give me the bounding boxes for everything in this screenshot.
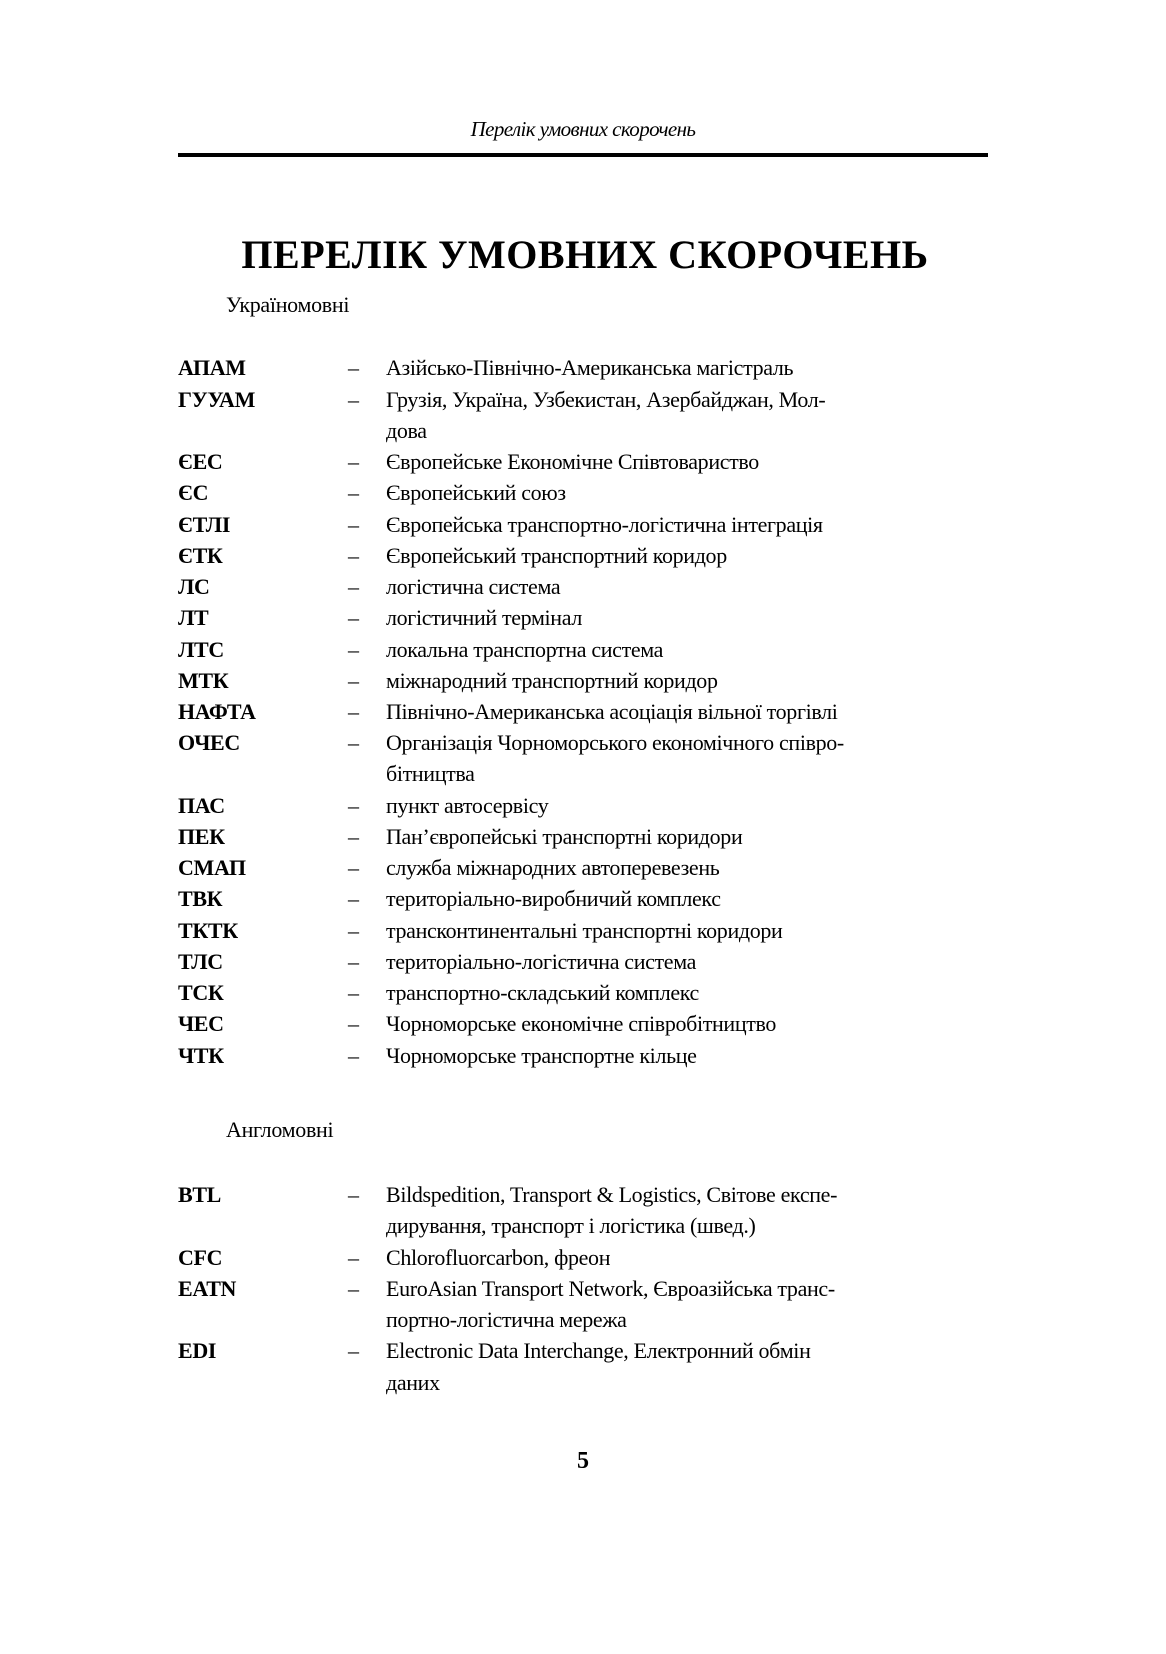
- abbreviation-definition: [386, 852, 998, 883]
- em-dash-separator: –: [348, 636, 359, 662]
- abbreviation-definition: [386, 977, 998, 1008]
- definition-line: територіально-виробничий комплекс: [386, 886, 721, 912]
- abbreviation-definition: [386, 1179, 998, 1241]
- abbreviation-definition: [386, 665, 998, 696]
- table-row: [178, 384, 998, 446]
- running-head: Перелік умовних скорочень: [470, 117, 696, 141]
- abbreviation-term: ЄС: [178, 480, 209, 506]
- abbreviation-definition: [386, 727, 998, 789]
- definition-line: Bildspedition, Transport & Logistics, Світове експе-: [386, 1182, 838, 1208]
- em-dash-separator: –: [348, 1244, 359, 1270]
- abbreviation-table-ukrainian: [178, 352, 998, 1070]
- em-dash-separator: –: [348, 1338, 359, 1364]
- abbreviation-definition: [386, 696, 998, 727]
- table-row: [178, 1273, 998, 1335]
- definition-line: Чорноморське економічне співробітництво: [386, 1011, 777, 1037]
- abbreviation-term: ПАС: [178, 792, 225, 818]
- definition-line: локальна транспортна система: [386, 636, 664, 662]
- table-row: [178, 477, 998, 508]
- table-row: [178, 446, 998, 477]
- abbreviation-definition: [386, 883, 998, 914]
- em-dash-separator: –: [348, 605, 359, 631]
- abbreviation-definition: [386, 1008, 998, 1039]
- abbreviation-definition: [386, 790, 998, 821]
- abbreviation-term: ГУУАМ: [178, 386, 255, 412]
- abbreviation-definition: [386, 384, 998, 446]
- section-label-english: Англомовні: [226, 1116, 334, 1142]
- abbreviation-term: EDI: [178, 1338, 217, 1364]
- definition-line: Грузія, Україна, Узбекистан, Азербайджан, Мол-: [386, 386, 826, 412]
- abbreviation-definition: [386, 571, 998, 602]
- abbreviation-term: ЧЕС: [178, 1011, 224, 1037]
- em-dash-separator: –: [348, 574, 359, 600]
- definition-line: територіально-логістична система: [386, 948, 697, 974]
- em-dash-separator: –: [348, 667, 359, 693]
- table-row: [178, 946, 998, 977]
- abbreviation-term: ЛТ: [178, 605, 209, 631]
- table-row: [178, 665, 998, 696]
- table-row: [178, 634, 998, 665]
- abbreviation-term: СМАП: [178, 855, 246, 881]
- definition-line: Чорноморське транспортне кільце: [386, 1042, 697, 1068]
- em-dash-separator: –: [348, 542, 359, 568]
- em-dash-separator: –: [348, 511, 359, 537]
- abbreviation-term: ЄТК: [178, 542, 223, 568]
- section-spacer: [178, 1071, 998, 1117]
- abbreviation-definition: [386, 1335, 998, 1397]
- abbreviation-definition: [386, 509, 998, 540]
- em-dash-separator: –: [348, 792, 359, 818]
- table-row: [178, 821, 998, 852]
- abbreviation-term: EATN: [178, 1275, 237, 1301]
- table-row: [178, 352, 998, 383]
- abbreviation-definition: [386, 1273, 998, 1335]
- abbreviation-term: НАФТА: [178, 698, 256, 724]
- em-dash-separator: –: [348, 355, 359, 381]
- abbreviation-term: ЧТК: [178, 1042, 224, 1068]
- abbreviation-term: ЛТС: [178, 636, 224, 662]
- abbreviation-term: ОЧЕС: [178, 730, 240, 756]
- abbreviation-definition: [386, 946, 998, 977]
- abbreviation-definition: [386, 634, 998, 665]
- abbreviation-term: BTL: [178, 1182, 221, 1208]
- definition-line: Electronic Data Interchange, Електронний обмін: [386, 1338, 811, 1364]
- header-rule: [178, 153, 988, 157]
- table-row: [178, 696, 998, 727]
- abbreviation-term: ЛС: [178, 574, 210, 600]
- table-body-english: [178, 1179, 998, 1398]
- abbreviations-content: [178, 292, 998, 1398]
- definition-line: Європейський транспортний коридор: [386, 542, 727, 568]
- table-row: [178, 1335, 998, 1397]
- abbreviation-term: ЄТЛІ: [178, 511, 231, 537]
- abbreviation-table-english: [178, 1179, 998, 1398]
- em-dash-separator: –: [348, 1182, 359, 1208]
- abbreviation-term: АПАМ: [178, 355, 246, 381]
- definition-line: EuroAsian Transport Network, Євроазійська транс-: [386, 1275, 835, 1301]
- definition-line: міжнародний транспортний коридор: [386, 667, 718, 693]
- table-row: [178, 883, 998, 914]
- table-row: [178, 1040, 998, 1071]
- abbreviation-term: ТВК: [178, 886, 223, 912]
- section-label-ukrainian: Україномовні: [226, 292, 350, 317]
- em-dash-separator: –: [348, 386, 359, 412]
- table-row: [178, 571, 998, 602]
- page-number: 5: [577, 1448, 589, 1474]
- definition-continuation-line: портно-логістична мережа: [386, 1307, 627, 1333]
- definition-line: пункт автосервісу: [386, 792, 549, 818]
- definition-line: Європейська транспортно-логістична інтеграція: [386, 511, 823, 537]
- em-dash-separator: –: [348, 730, 359, 756]
- em-dash-separator: –: [348, 917, 359, 943]
- abbreviation-definition: [386, 1040, 998, 1071]
- abbreviation-definition: [386, 352, 998, 383]
- em-dash-separator: –: [348, 886, 359, 912]
- definition-line: логістичний термінал: [386, 605, 582, 631]
- table-row: [178, 602, 998, 633]
- table-row: [178, 1179, 998, 1241]
- em-dash-separator: –: [348, 698, 359, 724]
- abbreviation-term: МТК: [178, 667, 229, 693]
- table-row: [178, 727, 998, 789]
- table-row: [178, 915, 998, 946]
- definition-line: Організація Чорноморського економічного співро-: [386, 730, 844, 756]
- definition-line: Європейський союз: [386, 480, 566, 506]
- abbreviation-term: ТКТК: [178, 917, 238, 943]
- abbreviation-definition: [386, 477, 998, 508]
- em-dash-separator: –: [348, 980, 359, 1006]
- abbreviation-definition: [386, 446, 998, 477]
- em-dash-separator: –: [348, 1011, 359, 1037]
- table-row: [178, 852, 998, 883]
- table-body-ukrainian: [178, 352, 998, 1070]
- definition-continuation-line: дирування, транспорт і логістика (швед.): [386, 1213, 756, 1239]
- definition-line: Пан’європейські транспортні коридори: [386, 823, 743, 849]
- page-title: ПЕРЕЛІК УМОВНИХ СКОРОЧЕНЬ: [241, 231, 929, 277]
- em-dash-separator: –: [348, 449, 359, 475]
- em-dash-separator: –: [348, 948, 359, 974]
- em-dash-separator: –: [348, 1275, 359, 1301]
- abbreviation-definition: [386, 1242, 998, 1273]
- em-dash-separator: –: [348, 1042, 359, 1068]
- definition-continuation-line: дова: [386, 417, 427, 443]
- abbreviation-term: ТСК: [178, 980, 224, 1006]
- definition-line: транспортно-складський комплекс: [386, 980, 699, 1006]
- definition-line: служба міжнародних автоперевезень: [386, 855, 720, 881]
- definition-line: Азійсько-Північно-Американська магістраль: [386, 355, 794, 381]
- abbreviation-term: ЄЕС: [178, 449, 223, 475]
- abbreviation-definition: [386, 540, 998, 571]
- em-dash-separator: –: [348, 855, 359, 881]
- abbreviation-definition: [386, 602, 998, 633]
- definition-line: трансконтинентальні транспортні коридори: [386, 917, 783, 943]
- table-row: [178, 540, 998, 571]
- table-row: [178, 1242, 998, 1273]
- table-row: [178, 509, 998, 540]
- table-row: [178, 1008, 998, 1039]
- table-row: [178, 790, 998, 821]
- definition-line: Європейське Економічне Співтовариство: [386, 449, 759, 475]
- definition-line: логістична система: [386, 574, 561, 600]
- table-row: [178, 977, 998, 1008]
- definition-continuation-line: бітництва: [386, 761, 475, 787]
- abbreviation-definition: [386, 915, 998, 946]
- abbreviation-term: CFC: [178, 1244, 223, 1270]
- definition-line: Chlorofluorcarbon, фреон: [386, 1244, 611, 1270]
- abbreviation-definition: [386, 821, 998, 852]
- em-dash-separator: –: [348, 823, 359, 849]
- abbreviation-term: ТЛС: [178, 948, 223, 974]
- em-dash-separator: –: [348, 480, 359, 506]
- definition-continuation-line: даних: [386, 1369, 440, 1395]
- abbreviation-term: ПЕК: [178, 823, 225, 849]
- definition-line: Північно-Американська асоціація вільної торгівлі: [386, 698, 838, 724]
